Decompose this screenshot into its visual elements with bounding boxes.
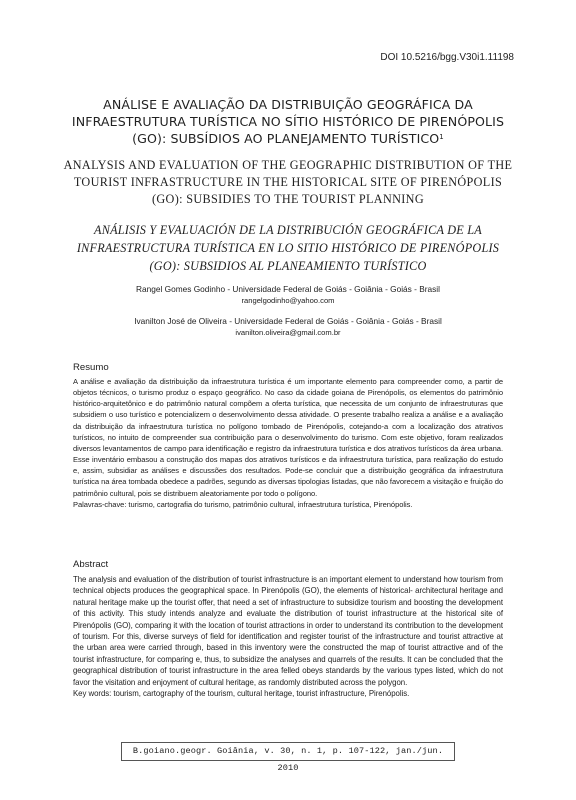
resumo-text: A análise e avaliação da distribuição da infraestrutura turística é um importante elemento para compreender como, a partir de objetos técnicos, o turismo produz o espaço geográfico. No caso da cidade goiana de Pirenópolis, os elementos do patrimônio histórico-arquitetônico e do patrimônio natural compõem a oferta turística, que necessita de um conjunto de infraestruturas que subsidiem o uso turístico e potencializem o desenvolvimento dessa atividade. O presente trabalho realiza a análise e a avaliação da distribuição da infraestrutura turística no polígono tombado de Pirenópolis, cotejando-a com a localização dos atrativos turísticos, no intuito de compreender sua contribuição para o desenvolvimento do turismo. Com este objetivo, foram realizados diversos levantamentos de campo para identificação e registro da infraestrutura turística e dos atrativos turísticos da área urbana. Esse inventário embasou a construção dos mapas dos atrativos turísticos e da infraestrutura turística, para realização do estudo e, assim, subsidiar as análises e discussões dos resultados. Pode-se concluir que a distribuição geográfica da infraestrutura turística na área tombada obedece a padrões, segundo as diversas tipologias listadas, que não favorecem a visitação e fruição do patrimônio cultural, pois se distribuem aleatoriamente por todo o polígono. — [73, 377, 503, 498]
resumo-keywords: Palavras-chave: turismo, cartografia do turismo, patrimônio cultural, infraestrutura turística, Pirenópolis. — [73, 499, 413, 509]
citation-footer: B.goiano.geogr. Goiânia, v. 30, n. 1, p. 107-122, jan./jun. 2010 — [121, 742, 455, 761]
title-spanish: ANÁLISIS Y EVALUACIÓN DE LA DISTRIBUCIÓN GEOGRÁFICA DE LA INFRAESTRUCTURA TURÍSTICA EN LO SITIO HISTÓRICO DE PIRENÓPOLIS (GO): SUBSIDIOS AL PLANEAMIENTO TURÍSTICO — [76, 223, 500, 273]
resumo-section — [73, 376, 503, 510]
title-portuguese-text: ANÁLISE E AVALIAÇÃO DA DISTRIBUIÇÃO GEOGRÁFICA DA INFRAESTRUTURA TURÍSTICA NO SÍTIO HISTÓRICO DE PIRENÓPOLIS (GO): SUBSÍDIOS AO PLANEJAMENTO TURÍSTICO — [71, 97, 505, 146]
author-1-email[interactable]: rangelgodinho@yahoo.com — [241, 296, 335, 305]
author-block-1 — [80, 283, 496, 307]
resumo-heading: Resumo — [73, 362, 109, 373]
author-2-affiliation: Ivanilton José de Oliveira - Universidade Federal de Goiás - Goiânia - Goiás - Brasil — [134, 316, 442, 326]
abstract-section — [73, 574, 503, 699]
doi-label: DOI 10.5216/bgg.V30i1.11198 — [380, 52, 514, 63]
title-portuguese — [70, 96, 506, 147]
abstract-heading: Abstract — [73, 559, 109, 570]
abstract-keywords: Key words: tourism, cartography of the tourism, cultural heritage, tourist infrastructure, Pirenópolis. — [73, 689, 410, 699]
author-2-email[interactable]: ivanilton.oliveira@gmail.com.br — [235, 328, 341, 337]
abstract-text: The analysis and evaluation of the distribution of tourist infrastructure is an important element to understand how tourism from technical objects produces the geographical space. In Pirenópolis (GO), the elements of historical- architectural heritage and natural heritage make up the tourist offer, that need a set of infrastructure to subsidize tourism and boosting the development of this activity. This study intends analyze and evaluate the distribution of tourist infrastructure at the historical site of Pirenópolis (GO), comparing it with the location of tourist attractions in order to understand its contribution to the development of tourism. For this, diverse surveys of field for identification and register tourist of the infrastructure and tourist attractive at the urban area were carried through, based in this inventory were the constructed the map of tourist attractive and of the tourist infrastructure, for comparing e, thus, to subsidize the analyses and quarrels of the results. It can be concluded that the geographical distribution of tourist infrastructure in the area felled obeys standards by the various types listed, which do not favor the visitation and enjoyment of cultural heritage, as randomly distributed across the polygon. — [73, 575, 503, 687]
title-english: ANALYSIS AND EVALUATION OF THE GEOGRAPHIC DISTRIBUTION OF THE TOURIST INFRASTRUCTURE IN THE HISTORICAL SITE OF PIRENÓPOLIS (GO): SUBSIDIES TO THE TOURIST PLANNING — [63, 158, 513, 206]
footnote-marker[interactable]: 1 — [439, 133, 444, 141]
author-1-affiliation: Rangel Gomes Godinho - Universidade Federal de Goiás - Goiânia - Goiás - Brasil — [136, 284, 440, 294]
author-block-2 — [80, 315, 496, 339]
